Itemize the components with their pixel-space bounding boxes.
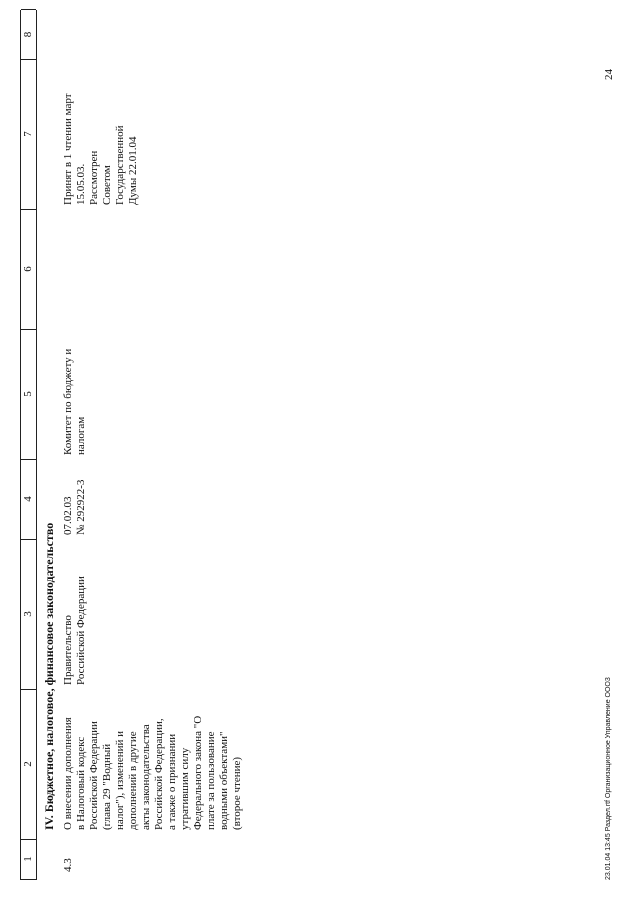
- row-number: 4.3: [62, 858, 74, 872]
- column-number-8: 8: [21, 9, 36, 60]
- bill-title: О внесении дополнения в Налоговый кодекс Российской Федерации (глава 29 "Водный налог"), изменений и дополнений в другие акты законодательства Российской Федерации, а также о признании утратившим силу Федерального закона "О плате за пользование водными объектами" (второе чтение): [62, 715, 243, 830]
- column-number-row: [20, 10, 37, 880]
- bill-initiator: Правительство Российской Федерации: [62, 576, 87, 685]
- page-number: 24: [603, 69, 615, 80]
- column-number-1: 1: [21, 839, 36, 880]
- column-number-2: 2: [21, 689, 36, 840]
- column-number-5: 5: [21, 329, 36, 460]
- rotated-document-page: [20, 10, 620, 880]
- document-footer: 23.01.04 13:45 Раздел.rtf Организационное Управление ООО3: [605, 677, 612, 880]
- bill-status: Принят в 1 чтении март 15.05.03. Рассмотрен Советом Государственной Думы 22.01.04: [62, 93, 139, 205]
- section-title: IV. Бюджетное, налоговое, финансовое законодательство: [42, 522, 56, 830]
- column-number-6: 6: [21, 209, 36, 330]
- bill-date-number: 07.02.03 № 292922-3: [62, 479, 87, 535]
- column-number-4: 4: [21, 459, 36, 540]
- responsible-committee: Комитет по бюджету и налогам: [62, 348, 87, 455]
- column-number-7: 7: [21, 59, 36, 210]
- column-number-3: 3: [21, 539, 36, 690]
